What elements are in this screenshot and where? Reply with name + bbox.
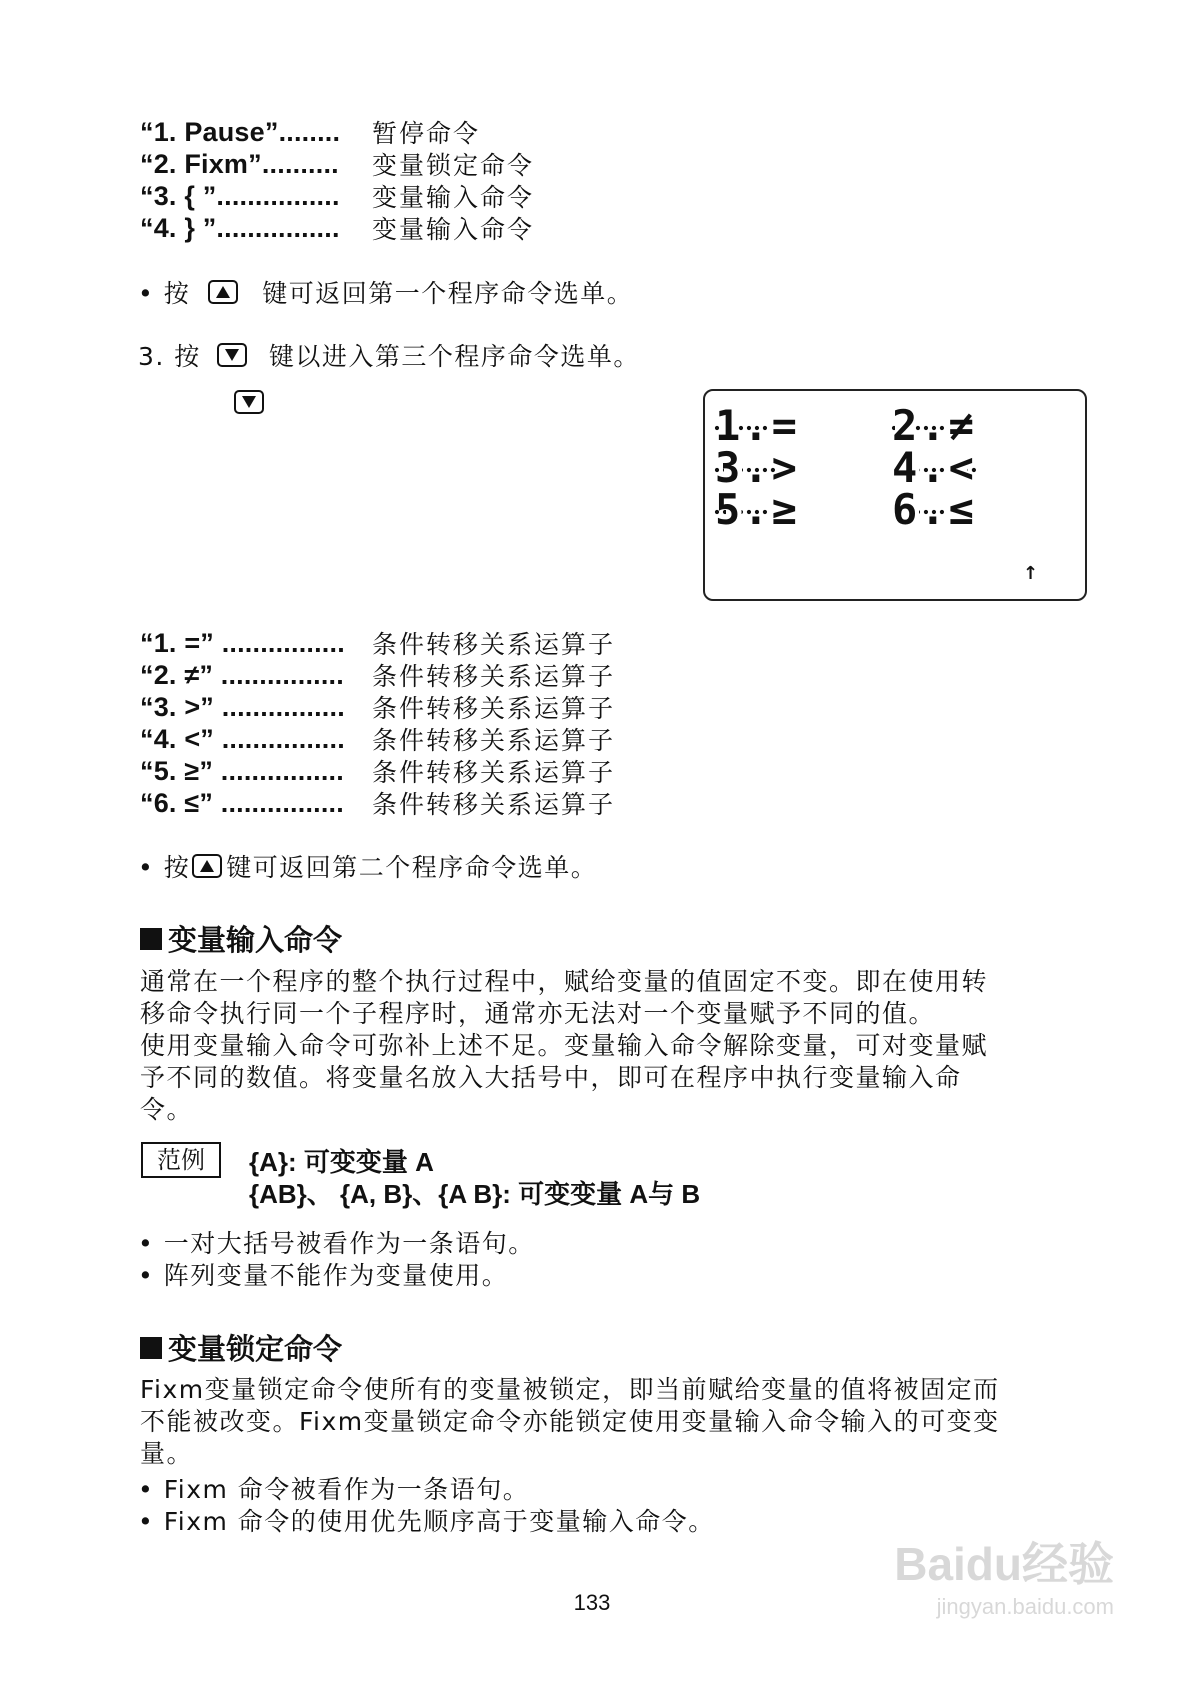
command-label: “4. } ”................ [140, 212, 340, 243]
command-label: “3. { ”................ [140, 180, 340, 211]
step-3-instruction [138, 337, 640, 373]
command-label: “1. Pause”........ [140, 116, 341, 147]
command-label: “5. ≥” ................ [140, 755, 344, 786]
paragraph-line: 移命令执行同一个子程序时，通常亦无法对一个变量赋予不同的值。 [140, 999, 936, 1028]
menu3-item [140, 787, 615, 819]
paragraph-line: 使用变量输入命令可弥补上述不足。变量输入命令解除变量，可对变量赋 [140, 1031, 989, 1060]
command-label: “2. Fixm”.......... [140, 148, 339, 179]
section-heading-variable-input [140, 918, 342, 959]
paragraph-line: 令。 [140, 1095, 194, 1124]
black-square-icon [140, 1337, 162, 1359]
command-label: “4. <” ................ [140, 723, 345, 754]
menu2-item-close-brace [140, 212, 534, 244]
section-heading-variable-lock [140, 1327, 342, 1368]
note-prefix: • 按 [138, 279, 191, 308]
note-text: 键可返回第二个程序命令选单。 [226, 853, 598, 882]
paragraph-line: Fixm变量锁定命令使所有的变量被锁定，即当前赋给变量的值将被固定而 [140, 1375, 1000, 1404]
up-indicator-icon: ↑ [1023, 563, 1039, 584]
step-prefix: 3. 按 [138, 342, 201, 371]
black-square-icon [140, 928, 162, 950]
bullet-item: • Fixm 命令被看作为一条语句。 [138, 1475, 530, 1504]
menu3-item [140, 659, 615, 691]
lcd-cell: 6.≤ [892, 485, 977, 534]
lcd-cell: 5.≥ [715, 485, 800, 534]
command-description: 条件转移关系运算子 [372, 726, 616, 755]
command-label: “3. >” ................ [140, 691, 345, 722]
lcd-cell: 1.= [715, 401, 800, 450]
menu2-item-fixm [140, 148, 534, 180]
calculator-lcd-display [703, 389, 1087, 601]
example-label-box: 范例 [141, 1142, 221, 1178]
menu3-item [140, 755, 615, 787]
command-description: 变量锁定命令 [372, 151, 535, 180]
command-description: 条件转移关系运算子 [372, 662, 616, 691]
baidu-watermark [894, 1528, 1114, 1620]
menu2-item-open-brace [140, 180, 534, 212]
up-arrow-key-icon [208, 280, 238, 304]
lcd-cell: 4.< [892, 443, 977, 492]
command-description: 条件转移关系运算子 [372, 758, 616, 787]
menu2-item-pause [140, 116, 480, 148]
page-number: 133 [573, 1590, 611, 1615]
command-label: “6. ≤” ................ [140, 787, 344, 818]
lcd-cell: 3.> [715, 443, 800, 492]
command-description: 变量输入命令 [372, 215, 535, 244]
note-text: 键可返回第一个程序命令选单。 [262, 279, 634, 308]
step-text: 键以进入第三个程序命令选单。 [268, 342, 640, 371]
down-arrow-key-icon [234, 390, 264, 414]
example-line: {AB}、 {A, B}、{A B}: 可变变量 A与 B [249, 1179, 701, 1209]
example-line: {A}: 可变变量 A [249, 1147, 434, 1177]
paragraph-line: 予不同的数值。将变量名放入大括号中，即可在程序中执行变量输入命 [140, 1063, 962, 1092]
paragraph-line: 量。 [140, 1439, 194, 1468]
command-description: 条件转移关系运算子 [372, 694, 616, 723]
up-arrow-key-icon [192, 854, 222, 878]
menu3-item [140, 691, 615, 723]
down-arrow-key-icon [217, 343, 247, 367]
paragraph-line: 不能被改变。Fixm变量锁定命令亦能锁定使用变量输入命令输入的可变变 [140, 1407, 1000, 1436]
watermark-brand: Baidu经验 [894, 1538, 1114, 1590]
note-return-first-menu [138, 274, 633, 310]
command-label: “2. ≠” ................ [140, 659, 344, 690]
command-description: 暂停命令 [372, 119, 481, 148]
watermark-url: jingyan.baidu.com [936, 1594, 1114, 1619]
menu3-item [140, 723, 615, 755]
bullet-item: • 一对大括号被看作为一条语句。 [138, 1229, 535, 1258]
menu3-item [140, 627, 615, 659]
command-label: “1. =” ................ [140, 627, 345, 658]
bullet-item: • Fixm 命令的使用优先顺序高于变量输入命令。 [138, 1507, 715, 1536]
paragraph-line: 通常在一个程序的整个执行过程中，赋给变量的值固定不变。即在使用转 [140, 967, 989, 996]
lcd-cell: 2.≠ [892, 401, 977, 450]
bullet-item: • 阵列变量不能作为变量使用。 [138, 1261, 509, 1290]
command-description: 变量输入命令 [372, 183, 535, 212]
section-title: 变量输入命令 [168, 923, 343, 957]
command-description: 条件转移关系运算子 [372, 790, 616, 819]
section-paragraph [140, 1374, 1100, 1470]
note-return-second-menu [138, 848, 597, 884]
section-paragraph [140, 966, 1100, 1126]
command-description: 条件转移关系运算子 [372, 630, 616, 659]
section-title: 变量锁定命令 [168, 1332, 343, 1366]
note-prefix: • 按 [138, 853, 191, 882]
